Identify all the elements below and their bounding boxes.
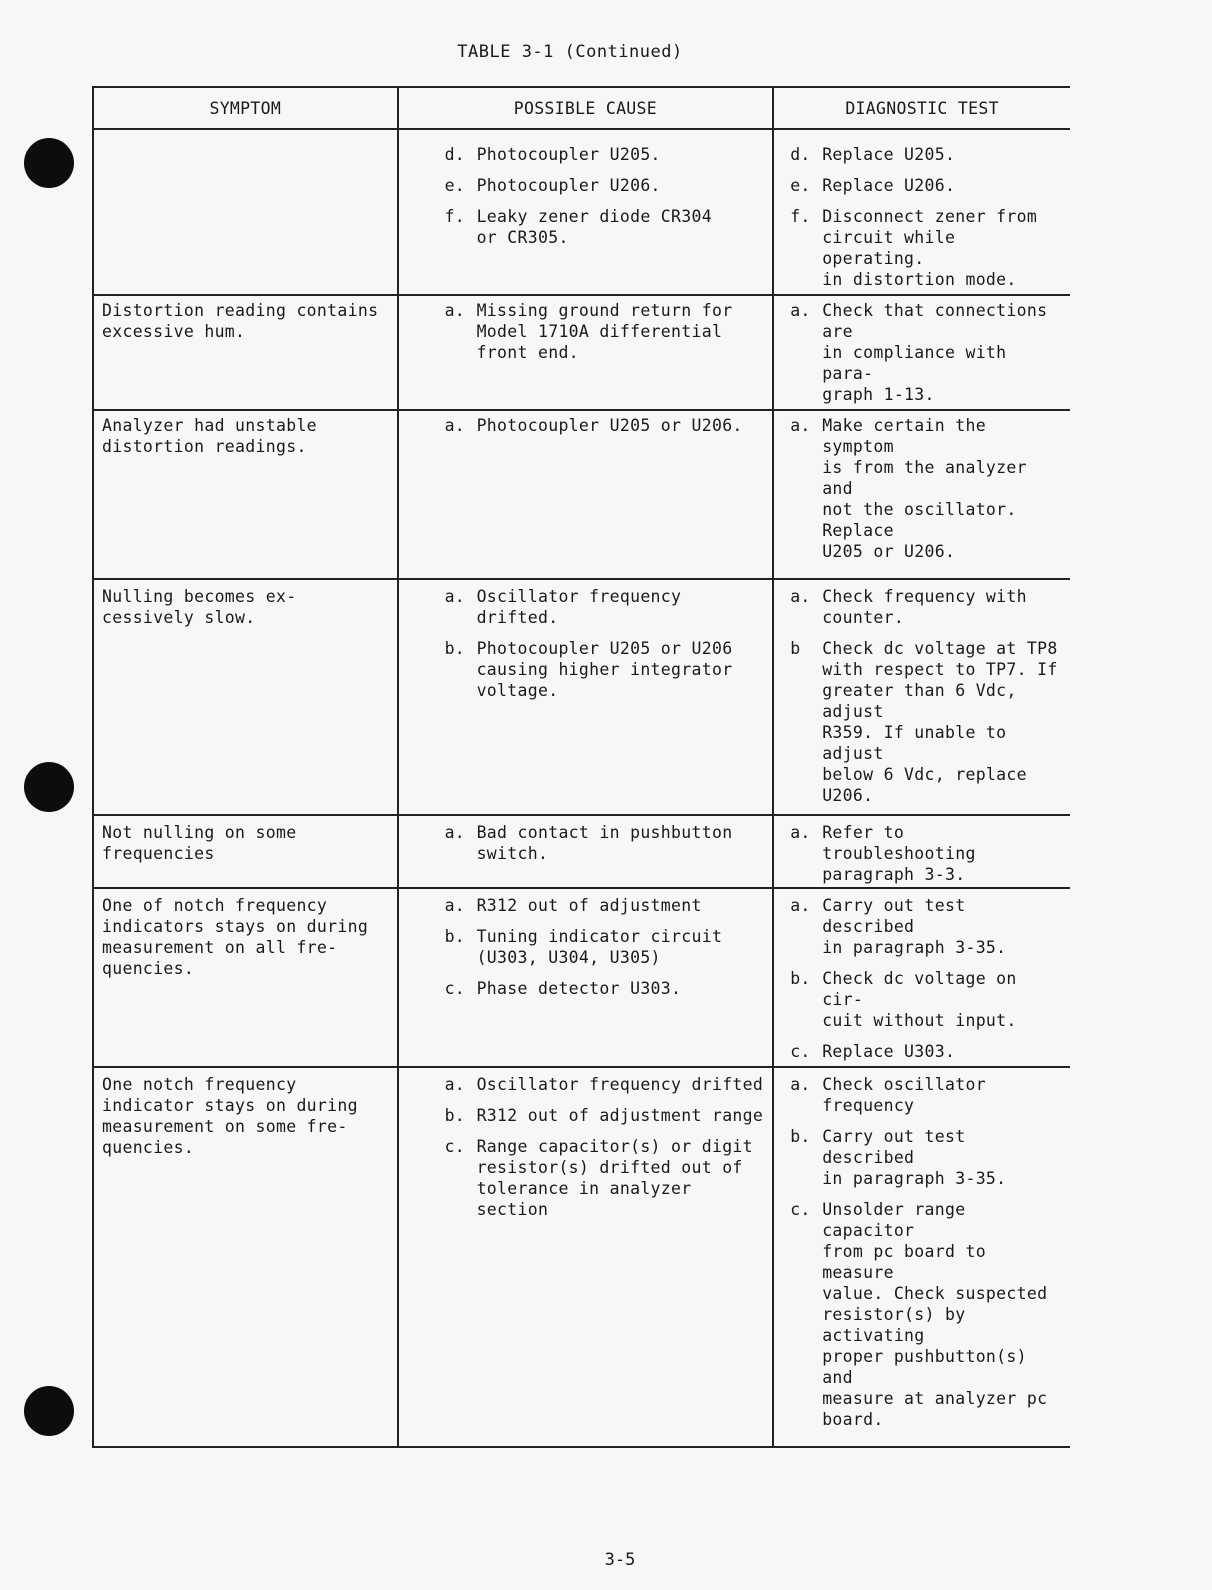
item-letter: a. <box>444 416 466 435</box>
item-letter: a. <box>790 301 811 320</box>
item-text: R312 out of adjustment range <box>476 1106 764 1125</box>
test-item <box>780 175 1064 196</box>
test-item <box>780 144 1064 165</box>
test-item <box>780 1041 1064 1062</box>
test-item <box>780 1199 1064 1430</box>
test-item <box>780 1074 1064 1116</box>
item-text: Phase detector U303. <box>476 979 682 998</box>
cause-item <box>405 926 767 968</box>
cause-item <box>405 175 767 196</box>
page-number: 3-5 <box>604 1550 636 1570</box>
possible-cause-cell <box>398 579 774 815</box>
cause-item <box>405 1136 767 1220</box>
cause-item <box>405 638 767 701</box>
item-letter: c. <box>790 1042 811 1061</box>
test-item <box>780 822 1064 885</box>
item-text: Check that connections are in compliance with para- graph 1-13. <box>822 301 1048 404</box>
cause-item <box>405 206 767 248</box>
item-text: Replace U205. <box>822 145 956 164</box>
header-possible-cause: POSSIBLE CAUSE <box>398 87 774 129</box>
symptom-cell <box>93 1067 398 1447</box>
table-header-row <box>93 87 1070 129</box>
diagnostic-test-cell <box>773 295 1070 410</box>
item-letter: e. <box>444 176 466 195</box>
table-row <box>93 1067 1070 1447</box>
item-letter: b. <box>444 927 466 946</box>
table-row <box>93 888 1070 1067</box>
item-text: Photocoupler U206. <box>476 176 661 195</box>
symptom-text: Not nulling on some frequencies <box>102 823 297 863</box>
diagnostic-test-cell <box>773 410 1070 579</box>
item-letter: a. <box>444 301 466 320</box>
cause-item <box>405 415 767 436</box>
item-text: Check dc voltage on cir- cuit without input. <box>822 969 1017 1030</box>
cause-item <box>405 895 767 916</box>
possible-cause-cell <box>398 410 774 579</box>
table-row <box>93 295 1070 410</box>
item-letter: b. <box>790 1127 811 1146</box>
test-item <box>780 638 1064 806</box>
item-letter: a. <box>790 1075 811 1094</box>
troubleshooting-table <box>92 86 1070 1448</box>
cause-item <box>405 1105 767 1126</box>
item-text: Range capacitor(s) or digit resistor(s) drifted out of tolerance in analyzer section <box>476 1137 753 1219</box>
binder-hole <box>24 138 74 188</box>
item-text: Unsolder range capacitor from pc board to measure value. Check suspected resistor(s) by activating proper pushbutton(s) and measure at analyzer pc board. <box>822 1200 1048 1429</box>
item-letter: b. <box>790 969 811 988</box>
possible-cause-cell <box>398 295 774 410</box>
item-text: Photocoupler U205. <box>476 145 661 164</box>
symptom-cell <box>93 129 398 295</box>
item-text: Oscillator frequency drifted <box>476 1075 764 1094</box>
item-letter: c. <box>790 1200 811 1219</box>
table-title: TABLE 3-1 (Continued) <box>457 42 683 62</box>
symptom-cell <box>93 888 398 1067</box>
header-symptom: SYMPTOM <box>93 87 398 129</box>
item-text: Refer to troubleshooting paragraph 3-3. <box>822 823 976 884</box>
test-item <box>780 1126 1064 1189</box>
item-text: Bad contact in pushbutton switch. <box>476 823 733 863</box>
item-letter: c. <box>444 979 466 998</box>
diagnostic-test-cell <box>773 129 1070 295</box>
cause-item <box>405 586 767 628</box>
item-letter: a. <box>790 587 811 606</box>
test-item <box>780 300 1064 405</box>
symptom-text: Analyzer had unstable distortion readings. <box>102 416 317 456</box>
table-row <box>93 579 1070 815</box>
item-letter: d. <box>790 145 811 164</box>
item-letter: b. <box>444 639 466 658</box>
item-text: Check frequency with counter. <box>822 587 1027 627</box>
item-letter: a. <box>790 416 811 435</box>
table-row <box>93 410 1070 579</box>
item-text: Oscillator frequency drifted. <box>476 587 682 627</box>
table-row <box>93 815 1070 888</box>
cause-item <box>405 144 767 165</box>
item-letter: a. <box>444 823 466 842</box>
item-letter: f. <box>444 207 466 226</box>
item-letter: c. <box>444 1137 466 1156</box>
symptom-text: One notch frequency indicator stays on during measurement on some fre- quencies. <box>102 1075 358 1157</box>
diagnostic-test-cell <box>773 1067 1070 1447</box>
item-text: Make certain the symptom is from the analyzer and not the oscillator. Replace U205 or U206. <box>822 416 1027 561</box>
symptom-cell <box>93 815 398 888</box>
item-letter: b <box>790 639 801 658</box>
cause-item <box>405 822 767 864</box>
item-text: Carry out test described in paragraph 3-35. <box>822 896 1007 957</box>
item-text: Tuning indicator circuit (U303, U304, U305) <box>476 927 723 967</box>
symptom-cell <box>93 295 398 410</box>
symptom-cell <box>93 579 398 815</box>
possible-cause-cell <box>398 888 774 1067</box>
diagnostic-test-cell <box>773 888 1070 1067</box>
table-row <box>93 129 1070 295</box>
item-letter: e. <box>790 176 811 195</box>
binder-hole <box>24 1386 74 1436</box>
item-text: Disconnect zener from circuit while operating. in distortion mode. <box>822 207 1038 289</box>
item-text: Replace U303. <box>822 1042 956 1061</box>
possible-cause-cell <box>398 1067 774 1447</box>
symptom-text: Distortion reading contains excessive hum. <box>102 301 379 341</box>
table-body <box>93 129 1070 1447</box>
symptom-text: Nulling becomes ex- cessively slow. <box>102 587 297 627</box>
item-text: Check dc voltage at TP8 with respect to TP7. If greater than 6 Vdc, adjust R359. If unable to adjust below 6 Vdc, replace U206. <box>822 639 1058 805</box>
symptom-text: One of notch frequency indicators stays on during measurement on all fre- quencies. <box>102 896 369 978</box>
test-item <box>780 586 1064 628</box>
binder-hole <box>24 762 74 812</box>
item-text: R312 out of adjustment <box>476 896 702 915</box>
symptom-cell <box>93 410 398 579</box>
header-diagnostic-test: DIAGNOSTIC TEST <box>773 87 1070 129</box>
item-letter: f. <box>790 207 811 226</box>
test-item <box>780 415 1064 562</box>
item-text: Check oscillator frequency <box>822 1075 986 1115</box>
item-text: Leaky zener diode CR304 or CR305. <box>476 207 712 247</box>
diagnostic-test-cell <box>773 815 1070 888</box>
test-item <box>780 968 1064 1031</box>
item-letter: a. <box>790 896 811 915</box>
possible-cause-cell <box>398 815 774 888</box>
possible-cause-cell <box>398 129 774 295</box>
item-letter: a. <box>790 823 811 842</box>
cause-item <box>405 978 767 999</box>
diagnostic-test-cell <box>773 579 1070 815</box>
item-letter: d. <box>444 145 466 164</box>
item-letter: a. <box>444 896 466 915</box>
item-letter: a. <box>444 1075 466 1094</box>
item-text: Missing ground return for Model 1710A differential front end. <box>476 301 733 362</box>
test-item <box>780 206 1064 290</box>
item-text: Photocoupler U205 or U206 causing higher integrator voltage. <box>476 639 733 700</box>
item-text: Photocoupler U205 or U206. <box>476 416 743 435</box>
cause-item <box>405 300 767 363</box>
cause-item <box>405 1074 767 1095</box>
test-item <box>780 895 1064 958</box>
item-text: Carry out test described in paragraph 3-35. <box>822 1127 1007 1188</box>
item-text: Replace U206. <box>822 176 956 195</box>
item-letter: a. <box>444 587 466 606</box>
item-letter: b. <box>444 1106 466 1125</box>
